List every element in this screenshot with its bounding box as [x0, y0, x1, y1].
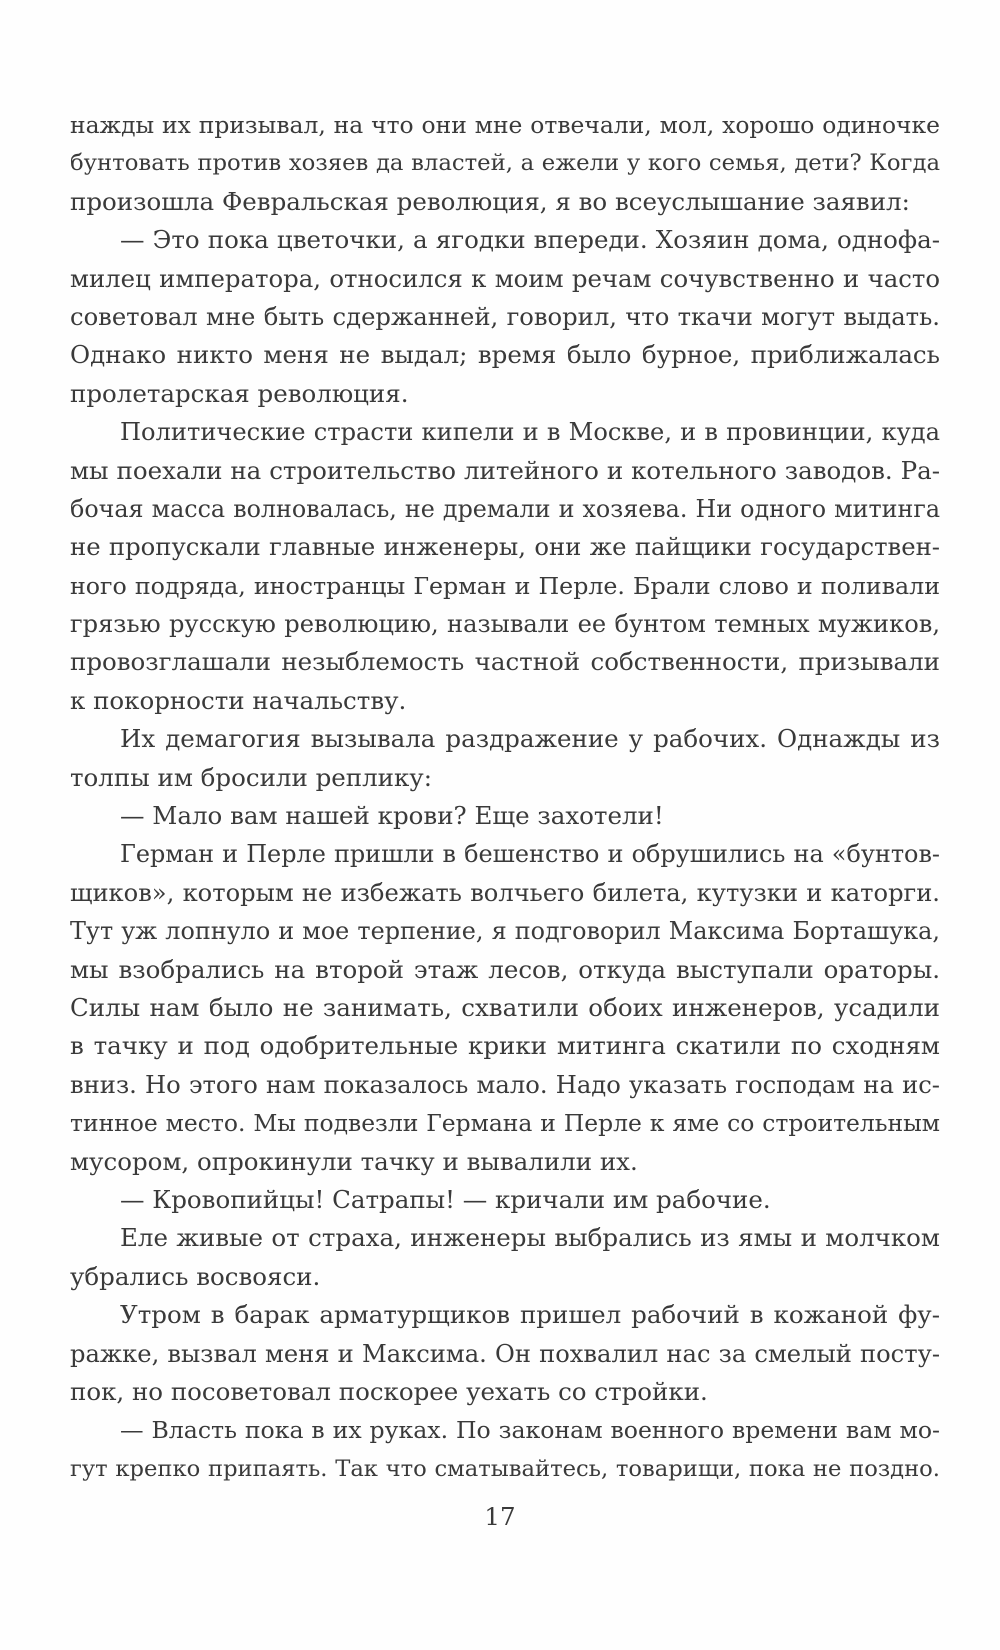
- text-line: убрались восвояси.: [70, 1261, 321, 1291]
- text-line: мы поехали на строительство литейного и котельного заводов. Ра-: [70, 455, 940, 485]
- text-line: бунтовать против хозяев да властей, а ежели у кого семья, дети? Когда: [70, 150, 940, 177]
- text-line: мы взобрались на второй этаж лесов, откуда выступали ораторы.: [70, 954, 940, 984]
- text-line: ного подряда, иностранцы Герман и Перле. Брали слово и поливали: [70, 571, 940, 600]
- text-line: милец императора, относился к моим речам сочувственно и часто: [70, 263, 940, 293]
- text-line: толпы им бросили реплику:: [70, 762, 432, 792]
- text-line: ражке, вызвал меня и Максима. Он похвалил нас за смелый посту-: [70, 1339, 940, 1368]
- text-line: Силы нам было не занимать, схватили обоих инженеров, усадили: [70, 992, 940, 1022]
- text-line: Тут уж лопнуло и мое терпение, я подговорил Максима Борташука,: [70, 917, 940, 946]
- text-line: не пропускали главные инженеры, они же пайщики государствен-: [70, 532, 940, 562]
- text-line: — Это пока цветочки, а ягодки впереди. Хозяин дома, однофа-: [120, 225, 940, 255]
- text-line: грязью русскую революцию, называли ее бунтом темных мужиков,: [70, 610, 940, 639]
- text-line: Герман и Перле пришли в бешенство и обрушились на «бунтов-: [120, 840, 940, 869]
- text-line: провозглашали незыблемость частной собственности, призывали: [70, 647, 940, 677]
- text-line: щиков», которым не избежать волчьего билета, кутузки и каторги.: [70, 878, 940, 907]
- text-line: пролетарская революция.: [70, 378, 409, 408]
- text-line: бочая масса волновалась, не дремали и хозяева. Ни одного митинга: [70, 494, 940, 523]
- text-line: советовал мне быть сдержанней, говорил, что ткачи могут выдать.: [70, 301, 940, 331]
- text-line: Политические страсти кипели и в Москве, и в провинции, куда: [120, 418, 940, 447]
- text-line: в тачку и под одобрительные крики митинга скатили по сходням: [70, 1031, 940, 1061]
- text-line: Утром в барак арматурщиков пришел рабочий в кожаной фу-: [120, 1300, 940, 1330]
- text-line: — Кровопийцы! Сатрапы! — кричали им рабочие.: [120, 1184, 771, 1214]
- text-line: Однако никто меня не выдал; время было бурное, приближалась: [70, 340, 940, 370]
- text-line: к покорности начальству.: [70, 685, 407, 715]
- text-line: — Мало вам нашей крови? Еще захотели!: [120, 801, 664, 831]
- text-line: гут крепко припаять. Так что сматывайтесь, товарищи, пока не поздно.: [70, 1455, 940, 1482]
- text-line: — Власть пока в их руках. По законам военного времени вам мо-: [120, 1416, 940, 1445]
- body-text: [70, 106, 940, 1488]
- text-line: вниз. Но этого нам показалось мало. Надо указать господам на ис-: [70, 1069, 940, 1099]
- page-number: 17: [484, 1502, 516, 1531]
- text-line: мусором, опрокинули тачку и вывалили их.: [70, 1146, 638, 1176]
- text-line: Еле живые от страха, инженеры выбрались из ямы и молчком: [120, 1223, 940, 1253]
- text-line: произошла Февральская революция, я во всеуслышание заявил:: [70, 186, 910, 216]
- text-line: пок, но посоветовал поскорее уехать со стройки.: [70, 1376, 708, 1406]
- text-line: нажды их призывал, на что они мне отвечали, мол, хорошо одиночке: [70, 111, 940, 139]
- text-line: тинное место. Мы подвезли Германа и Перле к яме со строительным: [70, 1109, 940, 1138]
- text-line: Их демагогия вызывала раздражение у рабочих. Однажды из: [120, 724, 940, 754]
